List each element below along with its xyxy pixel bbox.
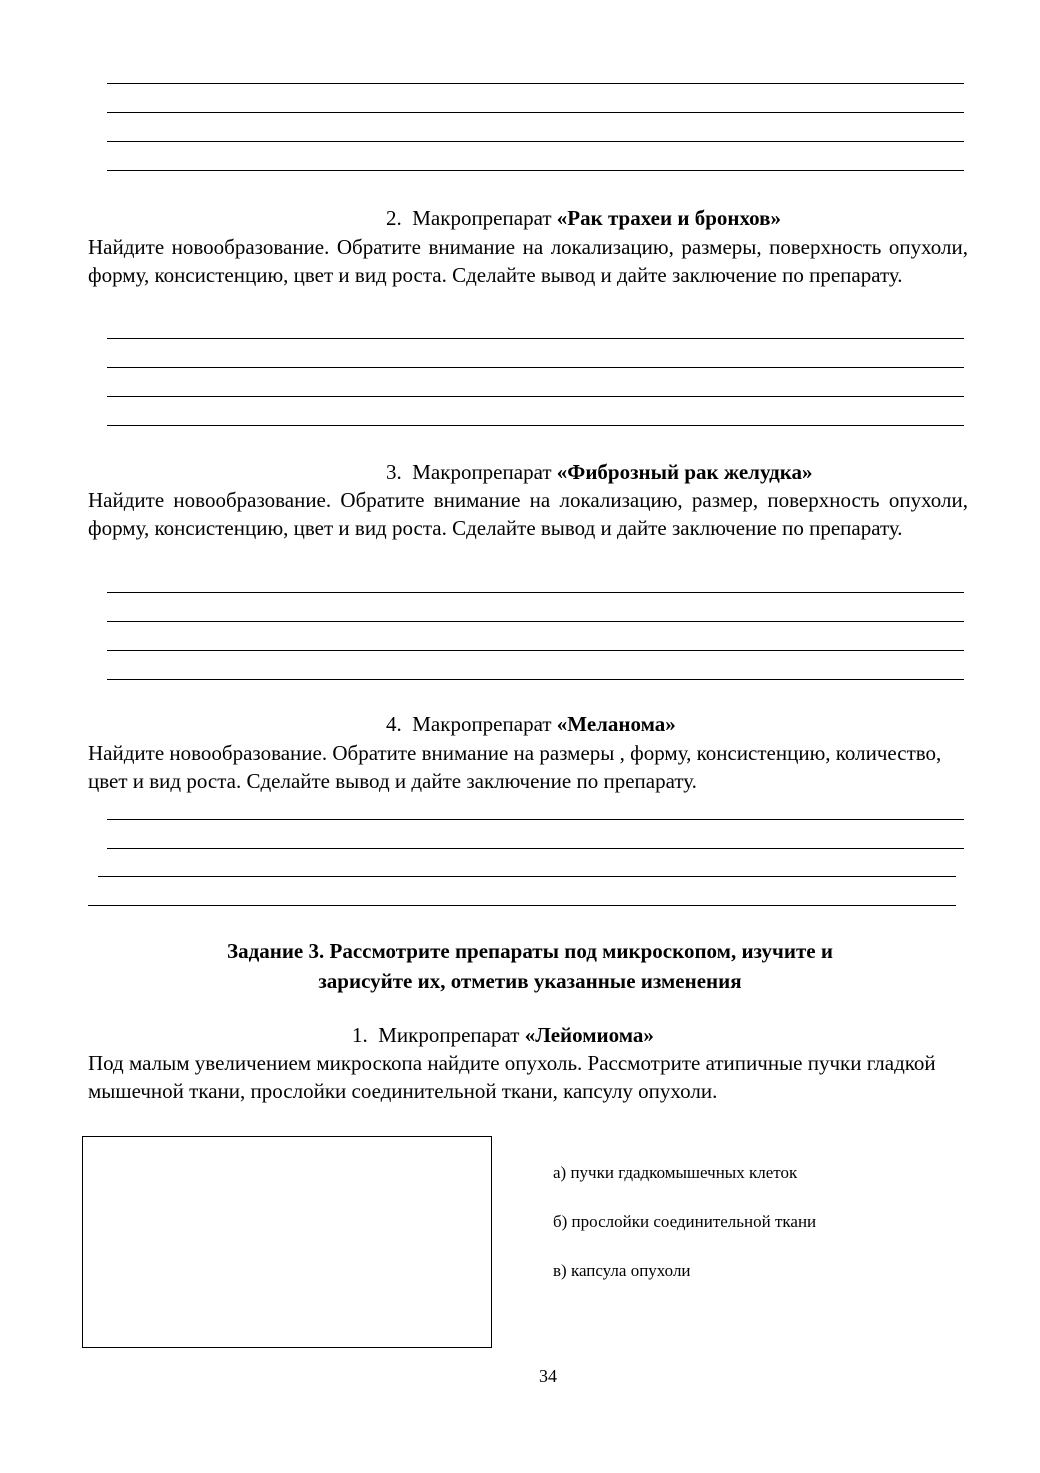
item-prefix: Макропрепарат <box>412 206 557 230</box>
item-title: «Рак трахеи и бронхов» <box>556 206 782 230</box>
micro-instruction: Под малым увеличением микроскопа найдите опухоль. Рассмотрите атипичные пучки гладкой мышечной ткани, прослойки соединительной ткани, капсулу опухоли. <box>88 1051 936 1103</box>
item-title: «Фиброзный рак желудка» <box>556 460 813 484</box>
task-heading-line: зарисуйте их, отметив указанные изменения <box>318 969 742 993</box>
item-instruction: Найдите новообразование. Обратите внимание на локализацию, размер, поверхность опухоли, форму, консистенцию, цвет и вид роста. Сделайте вывод и дайте заключение по препарату. <box>88 488 968 540</box>
item-prefix: Макропрепарат <box>412 460 557 484</box>
item-number: 3. <box>386 460 402 484</box>
answer-line[interactable] <box>107 621 964 622</box>
micro-prefix: Микропрепарат <box>378 1023 525 1047</box>
drawing-label: в) капсула опухоли <box>553 1261 691 1280</box>
answer-line[interactable] <box>107 592 964 593</box>
item-number: 4. <box>386 712 402 736</box>
page-number: 34 <box>539 1366 557 1386</box>
answer-line[interactable] <box>107 848 964 849</box>
answer-line[interactable] <box>107 170 964 171</box>
drawing-label: а) пучки гдадкомышечных клеток <box>553 1163 798 1182</box>
answer-line[interactable] <box>98 876 956 877</box>
item-instruction: Найдите новообразование. Обратите внимание на локализацию, размеры, поверхность опухоли, форму, консистенцию, цвет и вид роста. Сделайте вывод и дайте заключение по препарату. <box>88 235 968 287</box>
item-heading <box>386 460 813 484</box>
drawing-box[interactable] <box>82 1136 492 1348</box>
item-instruction: Найдите новообразование. Обратите внимание на размеры , форму, консистенцию, количество, цвет и вид роста. Сделайте вывод и дайте заключение по препарату. <box>88 741 942 793</box>
item-heading <box>386 206 781 230</box>
drawing-label: б) прослойки соединительной ткани <box>553 1212 817 1231</box>
answer-line[interactable] <box>107 141 964 142</box>
item-prefix: Макропрепарат <box>412 712 557 736</box>
answer-line[interactable] <box>107 819 964 820</box>
task-heading-line: Задание 3. Рассмотрите препараты под микроскопом, изучите и <box>227 939 833 963</box>
answer-line[interactable] <box>88 905 956 906</box>
answer-line[interactable] <box>107 367 964 368</box>
item-heading <box>386 712 676 736</box>
item-number: 2. <box>386 206 402 230</box>
item-title: «Меланома» <box>556 712 676 736</box>
micro-number: 1. <box>352 1023 368 1047</box>
answer-line[interactable] <box>107 425 964 426</box>
answer-line[interactable] <box>107 679 964 680</box>
answer-line[interactable] <box>107 650 964 651</box>
micro-title: «Лейомиома» <box>524 1023 654 1047</box>
micro-heading <box>352 1023 654 1047</box>
answer-line[interactable] <box>107 112 964 113</box>
answer-line[interactable] <box>107 396 964 397</box>
answer-line[interactable] <box>107 83 964 84</box>
task-heading <box>150 936 910 996</box>
answer-line[interactable] <box>107 338 964 339</box>
